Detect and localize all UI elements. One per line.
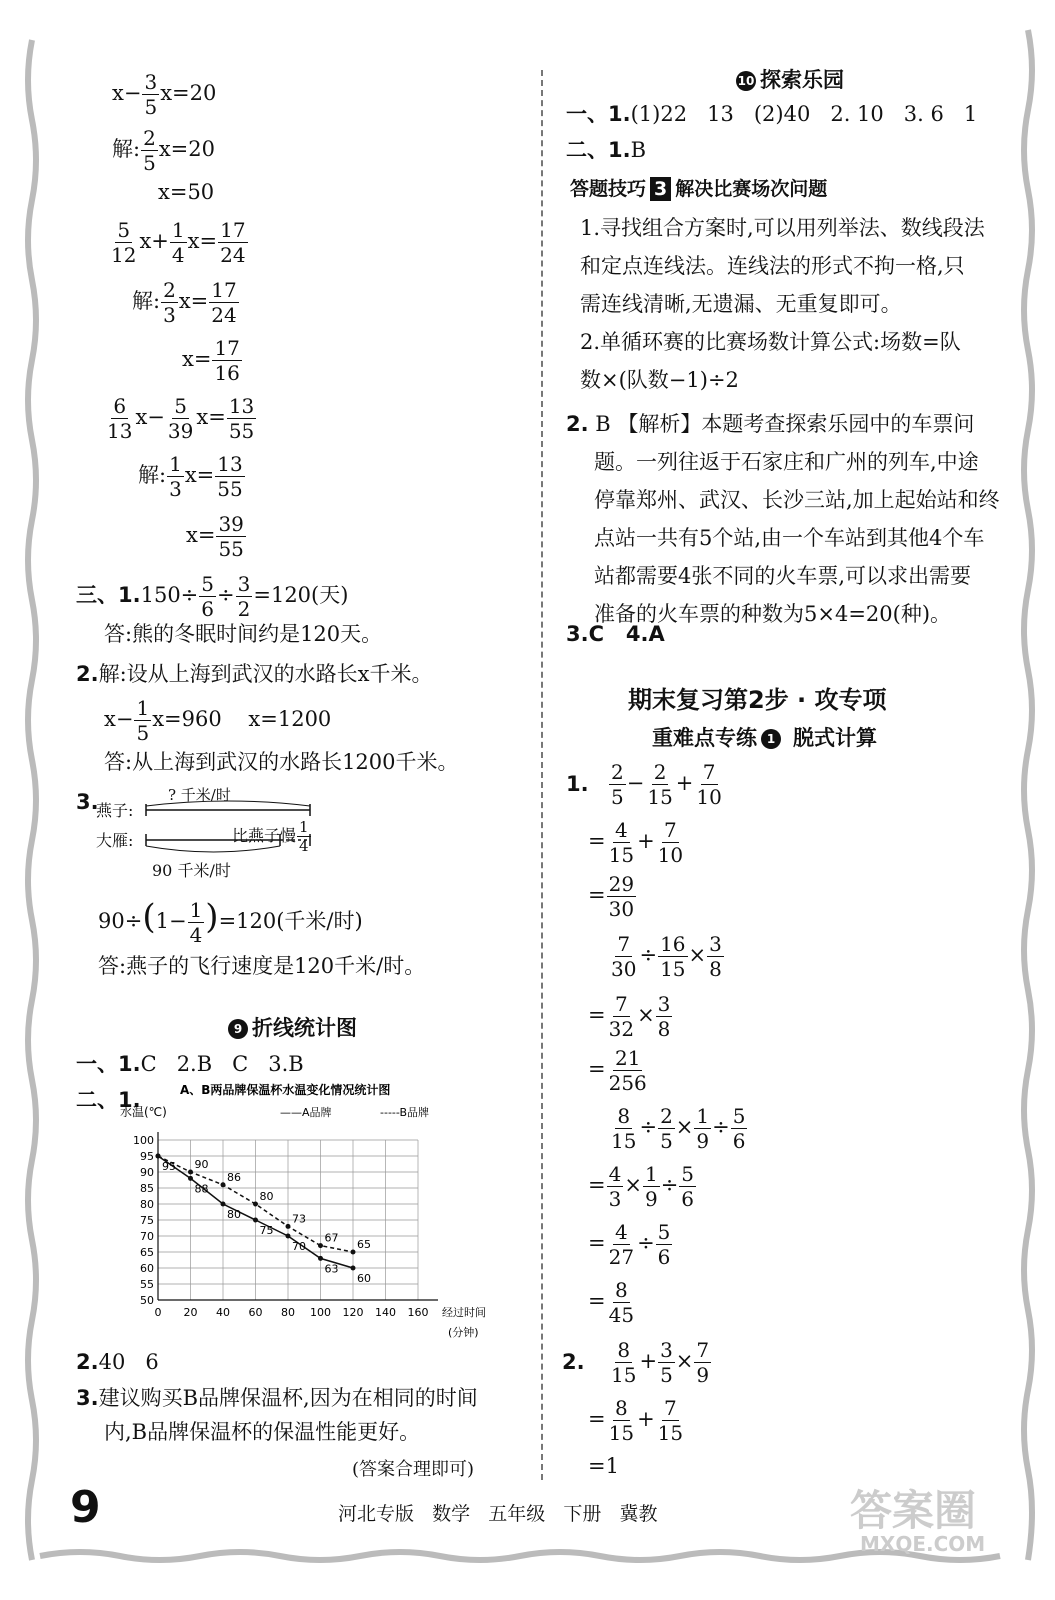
y-tick-label: 80 bbox=[140, 1198, 154, 1211]
section-number-badge: 9 bbox=[228, 1019, 248, 1039]
q2-line2: 题。一列往返于石家庄和广州的列车,中途 bbox=[594, 450, 979, 474]
data-point-b bbox=[253, 1202, 258, 1207]
answer-note: (答案合理即可) bbox=[352, 1459, 475, 1480]
calc1-step-g: $\frac{8}{15}$ ÷ $\frac{2}{5}$ × $\frac{1}{9}$ ÷ $\frac{5}{6}$ bbox=[611, 1104, 746, 1153]
q2-line5: 站都需要4张不同的火车票,可以求出需要 bbox=[594, 564, 972, 588]
swallow-label: 燕子: bbox=[96, 801, 134, 820]
x-tick-label: 40 bbox=[216, 1306, 230, 1319]
subtitle-number-badge: 1 bbox=[761, 729, 781, 749]
calc1-step-h: = $\frac{4}{3}$ × $\frac{1}{9}$ ÷ $\frac{5}{6}$ bbox=[588, 1162, 695, 1211]
data-label-a: 70 bbox=[292, 1240, 306, 1253]
sec9-q2-answer: 2.40 6 bbox=[76, 1350, 159, 1374]
review-subtitle: 重难点专练 1 脱式计算 bbox=[652, 726, 877, 750]
calc1-label: 1. bbox=[566, 772, 589, 796]
tip-p1-line1: 1.寻找组合方案时,可以用列举法、数线段法 bbox=[580, 216, 985, 240]
sec10-part2-answer: 二、1.B bbox=[566, 138, 647, 162]
s3-q1-calc: 三、1.150÷ $\frac{5}{6}$ ÷ $\frac{3}{2}$ =120(天) bbox=[76, 572, 349, 621]
data-point-b bbox=[188, 1170, 193, 1175]
data-point-a bbox=[221, 1202, 226, 1207]
section-number-badge: 10 bbox=[736, 71, 756, 91]
y-tick-label: 55 bbox=[140, 1278, 154, 1291]
q2-line4: 点站一共有5个站,由一个车站到其他4个车 bbox=[594, 526, 985, 550]
data-point-b bbox=[156, 1154, 161, 1159]
calc1-step-c: = $\frac{29}{30}$ bbox=[588, 872, 635, 921]
data-label-a: 88 bbox=[194, 1182, 209, 1196]
q2-line1: 2. B 【解析】本题考查探索乐园中的车票问 bbox=[566, 412, 975, 436]
s3-q2-eq: x− $\frac{1}{5}$ x=960 x=1200 bbox=[104, 696, 332, 745]
eq3-line2: 解: $\frac{1}{3}$ x= $\frac{13}{55}$ bbox=[138, 452, 243, 501]
x-tick-label: 160 bbox=[407, 1306, 429, 1319]
book-info: 河北专版 数学 五年级 下册 冀教 bbox=[338, 1503, 658, 1525]
legend-b: -----B品牌 bbox=[380, 1106, 430, 1119]
tip-p2-line1: 2.单循环赛的比赛场数计算公式:场数=队 bbox=[580, 330, 961, 354]
data-label-b: 80 bbox=[259, 1190, 274, 1203]
data-label-b: 67 bbox=[324, 1231, 339, 1245]
tip-p1-line2: 和定点连线法。连线法的形式不拘一格,只 bbox=[580, 254, 965, 278]
legend-a: ——A品牌 bbox=[280, 1106, 332, 1119]
s3-q2-answer: 答:从上海到武汉的水路长1200千米。 bbox=[104, 750, 459, 774]
data-label-b: 73 bbox=[292, 1212, 306, 1226]
goose-speed-label: 90 千米/时 bbox=[152, 861, 231, 880]
y-tick-label: 90 bbox=[140, 1166, 154, 1179]
y-tick-label: 70 bbox=[140, 1230, 154, 1243]
x-axis-unit: (分钟) bbox=[448, 1326, 479, 1339]
calc1-step-e: = $\frac{7}{32}$ × $\frac{3}{8}$ bbox=[588, 992, 671, 1041]
x-tick-label: 60 bbox=[248, 1306, 263, 1319]
x-tick-label: 20 bbox=[183, 1306, 198, 1319]
data-label-b: 90 bbox=[194, 1158, 209, 1171]
sec9-q3-line1: 3.建议购买B品牌保温杯,因为在相同的时间 bbox=[76, 1386, 478, 1410]
x-axis-label: 经过时间 bbox=[442, 1306, 486, 1319]
eq1-line2: 解: $\frac{2}{5}$ x=20 bbox=[112, 126, 215, 175]
sec10-part1-answers: 一、1.(1)22 13 (2)40 2. 10 3. 6 1 bbox=[566, 102, 978, 126]
section-10-title: 10 探索乐园 bbox=[737, 68, 844, 92]
y-tick-label: 100 bbox=[133, 1134, 154, 1147]
data-point-a bbox=[351, 1266, 356, 1271]
data-point-b bbox=[318, 1243, 323, 1248]
y-tick-label: 65 bbox=[140, 1246, 154, 1259]
y-tick-label: 95 bbox=[140, 1150, 154, 1163]
data-label-a: 75 bbox=[259, 1224, 274, 1237]
eq1-line1: x− $\frac{3}{5}$ x=20 bbox=[112, 70, 217, 119]
data-point-b bbox=[286, 1224, 291, 1229]
calc2-step-b: = $\frac{8}{15}$ + $\frac{7}{15}$ bbox=[588, 1396, 684, 1445]
data-point-a bbox=[253, 1218, 258, 1223]
calc1-step-j: = $\frac{8}{45}$ bbox=[588, 1278, 635, 1327]
y-tick-label: 50 bbox=[140, 1294, 154, 1307]
x-tick-label: 120 bbox=[342, 1306, 364, 1319]
y-tick-label: 85 bbox=[140, 1182, 154, 1195]
calc1-step-d: $\frac{7}{30}$ ÷ $\frac{16}{15}$ × $\frac{3}{8}$ bbox=[611, 932, 722, 981]
data-label-a: 63 bbox=[324, 1262, 339, 1276]
chart-title: A、B两品牌保温杯水温变化情况统计图 bbox=[180, 1083, 391, 1097]
question-speed: ? 千米/时 bbox=[168, 786, 231, 804]
calc2-label: 2. bbox=[562, 1350, 585, 1374]
y-axis-label: 水温(℃) bbox=[120, 1105, 167, 1119]
x-tick-label: 0 bbox=[154, 1306, 162, 1319]
x-tick-label: 80 bbox=[281, 1306, 295, 1319]
eq2-line1: $\frac{5}{12}$ x+ $\frac{1}{4}$ x= $\frac{17}{24}$ bbox=[111, 218, 246, 267]
line-segment-diagram bbox=[96, 786, 426, 882]
calc2-step-a: $\frac{8}{15}$ + $\frac{3}{5}$ × $\frac{7}{9}$ bbox=[611, 1338, 710, 1387]
q3-q4-answers: 3.C 4.A bbox=[566, 622, 665, 646]
sec9-q3-line2: 内,B品牌保温杯的保温性能更好。 bbox=[104, 1420, 421, 1444]
slower-label: 比燕子慢 $\frac{1}{4}$ bbox=[232, 818, 309, 855]
sec9-part1-answers: 一、1.C 2.B C 3.B bbox=[76, 1052, 304, 1076]
s3-q3-calc: 90÷(1− $\frac{1}{4}$ )=120(千米/时) bbox=[98, 897, 363, 947]
y-tick-label: 60 bbox=[140, 1262, 154, 1275]
s3-q1-answer: 答:熊的冬眠时间约是120天。 bbox=[104, 622, 383, 646]
s3-q3-answer: 答:燕子的飞行速度是120千米/时。 bbox=[98, 954, 426, 978]
tip-number-badge: 3 bbox=[650, 177, 671, 201]
tip-heading: 答题技巧 3 解决比赛场次问题 bbox=[570, 178, 828, 200]
data-label-b: 86 bbox=[227, 1170, 241, 1184]
eq3-line3: x= $\frac{39}{55}$ bbox=[186, 512, 244, 561]
calc1-step-b: = $\frac{4}{15}$ + $\frac{7}{10}$ bbox=[588, 818, 684, 867]
data-point-a bbox=[318, 1256, 323, 1261]
data-point-b bbox=[351, 1250, 356, 1255]
sec9-part2-label: 二、1. bbox=[76, 1088, 141, 1112]
review-title: 期末复习第2步 · 攻专项 bbox=[628, 686, 887, 714]
calc1-step-i: = $\frac{4}{27}$ ÷ $\frac{5}{6}$ bbox=[588, 1220, 671, 1269]
tip-p1-line3: 需连线清晰,无遗漏、无重复即可。 bbox=[580, 292, 902, 316]
data-label-a: 95 bbox=[162, 1160, 176, 1173]
eq1-line3: x=50 bbox=[158, 180, 215, 204]
x-tick-label: 140 bbox=[375, 1306, 396, 1319]
watermark-url: MXQE.COM bbox=[860, 1532, 986, 1556]
data-point-b bbox=[221, 1182, 226, 1187]
eq2-line3: x= $\frac{17}{16}$ bbox=[182, 336, 240, 385]
section-9-title: 9 折线统计图 bbox=[228, 1012, 357, 1042]
calc1-step-f: = $\frac{21}{256}$ bbox=[588, 1046, 647, 1095]
calc2-result: =1 bbox=[588, 1454, 619, 1478]
line-chart bbox=[120, 1080, 530, 1340]
q2-line3: 停靠郑州、武汉、长沙三站,加上起始站和终 bbox=[594, 488, 1000, 512]
page-number: 9 bbox=[70, 1482, 101, 1533]
q2-line6: 准备的火车票的种数为5×4=20(种)。 bbox=[594, 602, 952, 626]
tip-p2-line2: 数×(队数−1)÷2 bbox=[580, 368, 739, 392]
data-label-b: 65 bbox=[357, 1238, 371, 1251]
data-point-a bbox=[188, 1176, 193, 1181]
calc1-step-a: $\frac{2}{5}$ − $\frac{2}{15}$ + $\frac{7}{10}$ bbox=[611, 760, 722, 809]
data-point-a bbox=[286, 1234, 291, 1239]
y-tick-label: 75 bbox=[140, 1214, 154, 1227]
data-label-a: 60 bbox=[357, 1272, 371, 1285]
x-tick-label: 100 bbox=[310, 1306, 331, 1319]
s3-q3-label: 3. bbox=[76, 790, 99, 814]
eq3-line1: $\frac{6}{13}$ x− $\frac{5}{39}$ x= $\frac{13}{55}$ bbox=[107, 394, 255, 443]
column-divider bbox=[541, 70, 543, 1480]
s3-q2-setup: 2.解:设从上海到武汉的水路长x千米。 bbox=[76, 662, 433, 686]
goose-label: 大雁: bbox=[96, 831, 134, 850]
eq2-line2: 解: $\frac{2}{3}$ x= $\frac{17}{24}$ bbox=[132, 278, 237, 327]
watermark-logo: 答案圈 bbox=[850, 1486, 977, 1535]
data-label-a: 80 bbox=[227, 1208, 241, 1221]
